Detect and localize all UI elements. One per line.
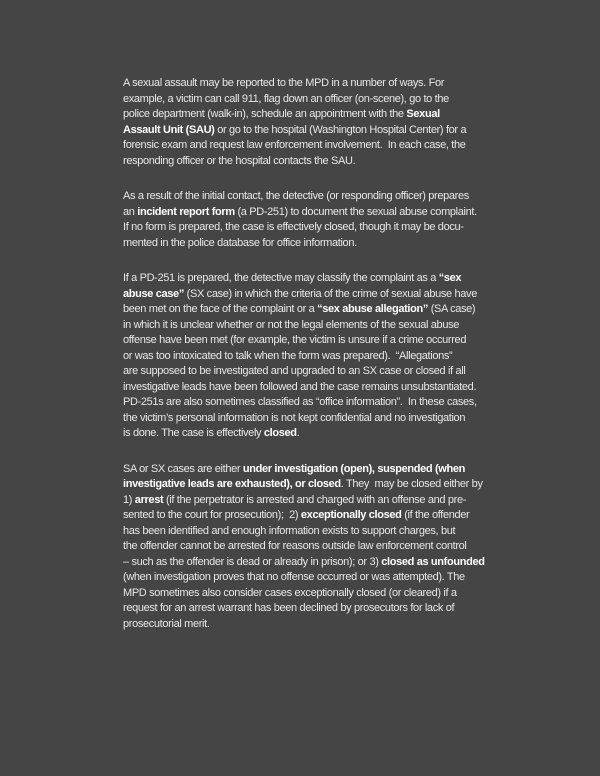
text-segment: (if the perpetrator is arrested and charged with an offense and pre- [163,493,467,506]
text-segment: SA or SX cases are either [123,462,243,475]
text-line [123,123,523,139]
text-segment: in which it is unclear whether or not the legal elements of the sexual abuse [123,318,459,331]
bold-text-segment: “sex [438,272,462,284]
text-line [123,302,523,318]
text-line [123,395,523,411]
text-line [123,477,523,493]
bold-text-segment: investigative leads are exhausted), or closed [123,478,341,490]
bold-text-segment: exceptionally closed [300,509,402,521]
text-line [123,539,523,555]
text-line [123,318,523,334]
text-line [123,205,523,221]
text-line [123,411,523,427]
text-segment: police department (walk-in), schedule an appointment with the [123,108,407,120]
bold-text-segment: Assault Unit (SAU) [123,123,215,136]
text-segment: If a PD-251 is prepared, the detective may classify the complaint as a [123,272,439,284]
text-line [123,555,523,571]
text-segment: offense have been met (for example, the victim is unsure if a crime occurred [123,334,467,346]
text-segment: the offender cannot be arrested for reasons outside law enforcement control [123,540,467,552]
text-line [123,236,523,252]
text-segment: (SX case) in which the criteria of the crime of sexual abuse have [183,287,477,300]
text-line [123,271,523,287]
bold-text-segment: closed [263,427,297,439]
paragraph [123,189,523,251]
bold-text-segment: abuse case” [123,287,184,300]
text-line [123,617,523,633]
text-segment: or was too intoxicated to talk when the form was prepared). “Allegations” [123,349,453,362]
text-line [123,92,523,108]
text-line [123,426,523,442]
text-segment: 1) [123,493,135,506]
text-segment: As a result of the initial contact, the detective (or responding officer) prepares [123,190,469,202]
text-line [123,508,523,524]
bold-text-segment: Sexual [406,108,440,120]
text-segment: are supposed to be investigated and upgraded to an SX case or closed if all [123,365,466,377]
bold-text-segment: “sex abuse allegation” [317,303,428,315]
text-segment: request for an arrest warrant has been declined by prosecutors for lack of [123,602,455,614]
bold-text-segment: incident report form [137,205,235,218]
text-segment: (a PD-251) to document the sexual abuse complaint. [234,205,477,218]
text-line [123,333,523,349]
bold-text-segment: under investigation (open), suspended (when [242,462,465,475]
paragraph [123,76,523,169]
text-segment: forensic exam and request law enforcement involvement. In each case, the [123,139,466,151]
text-segment: sented to the court for prosecution); 2) [123,509,301,521]
paragraph [123,271,523,442]
text-line [123,76,523,92]
text-segment: (when investigation proves that no offense occurred or was attempted). The [123,571,465,583]
text-segment: MPD sometimes also consider cases exceptionally closed (or cleared) if a [123,586,457,599]
bold-text-segment: closed as unfounded [381,555,485,568]
text-segment: A sexual assault may be reported to the MPD in a number of ways. For [123,77,445,89]
text-segment: responding officer or the hospital contacts the SAU. [123,154,356,167]
text-segment: is done. The case is effectively [123,427,264,439]
body-text [123,76,523,652]
text-segment: the victim’s personal information is not kept confidential and no investigation [123,411,466,424]
text-line [123,154,523,170]
text-line [123,601,523,617]
text-line [123,364,523,380]
text-line [123,189,523,205]
text-segment: been met on the face of the complaint or a [123,303,318,315]
text-segment: (if the offender [401,509,470,521]
text-line [123,586,523,602]
text-segment: investigative leads have been followed and the case remains unsubstantiated. [123,380,477,393]
text-line [123,138,523,154]
text-line [123,570,523,586]
text-segment: an [123,205,138,218]
text-segment: prosecutorial merit. [123,617,210,630]
text-segment: example, a victim can call 911, flag down an officer (on-scene), go to the [123,92,449,105]
text-segment: – such as the offender is dead or already in prison); or 3) [123,555,382,568]
text-line [123,287,523,303]
bold-text-segment: arrest [134,493,164,506]
text-segment: . They may be closed either by [340,478,483,490]
text-line [123,380,523,396]
text-line [123,493,523,509]
text-segment: or go to the hospital (Washington Hospital Center) for a [214,123,467,136]
text-segment: PD-251s are also sometimes classified as “office information”. In these cases, [123,396,477,408]
text-line [123,524,523,540]
text-segment: . [296,427,300,439]
text-line [123,220,523,236]
text-segment: mented in the police database for office information. [123,236,357,249]
paragraph [123,462,523,633]
text-line [123,107,523,123]
text-line [123,349,523,365]
text-line [123,462,523,478]
text-segment: has been identified and enough information exists to support charges, but [123,524,456,537]
text-segment: If no form is prepared, the case is effectively closed, though it may be docu- [123,221,464,233]
text-segment: (SA case) [428,303,476,315]
